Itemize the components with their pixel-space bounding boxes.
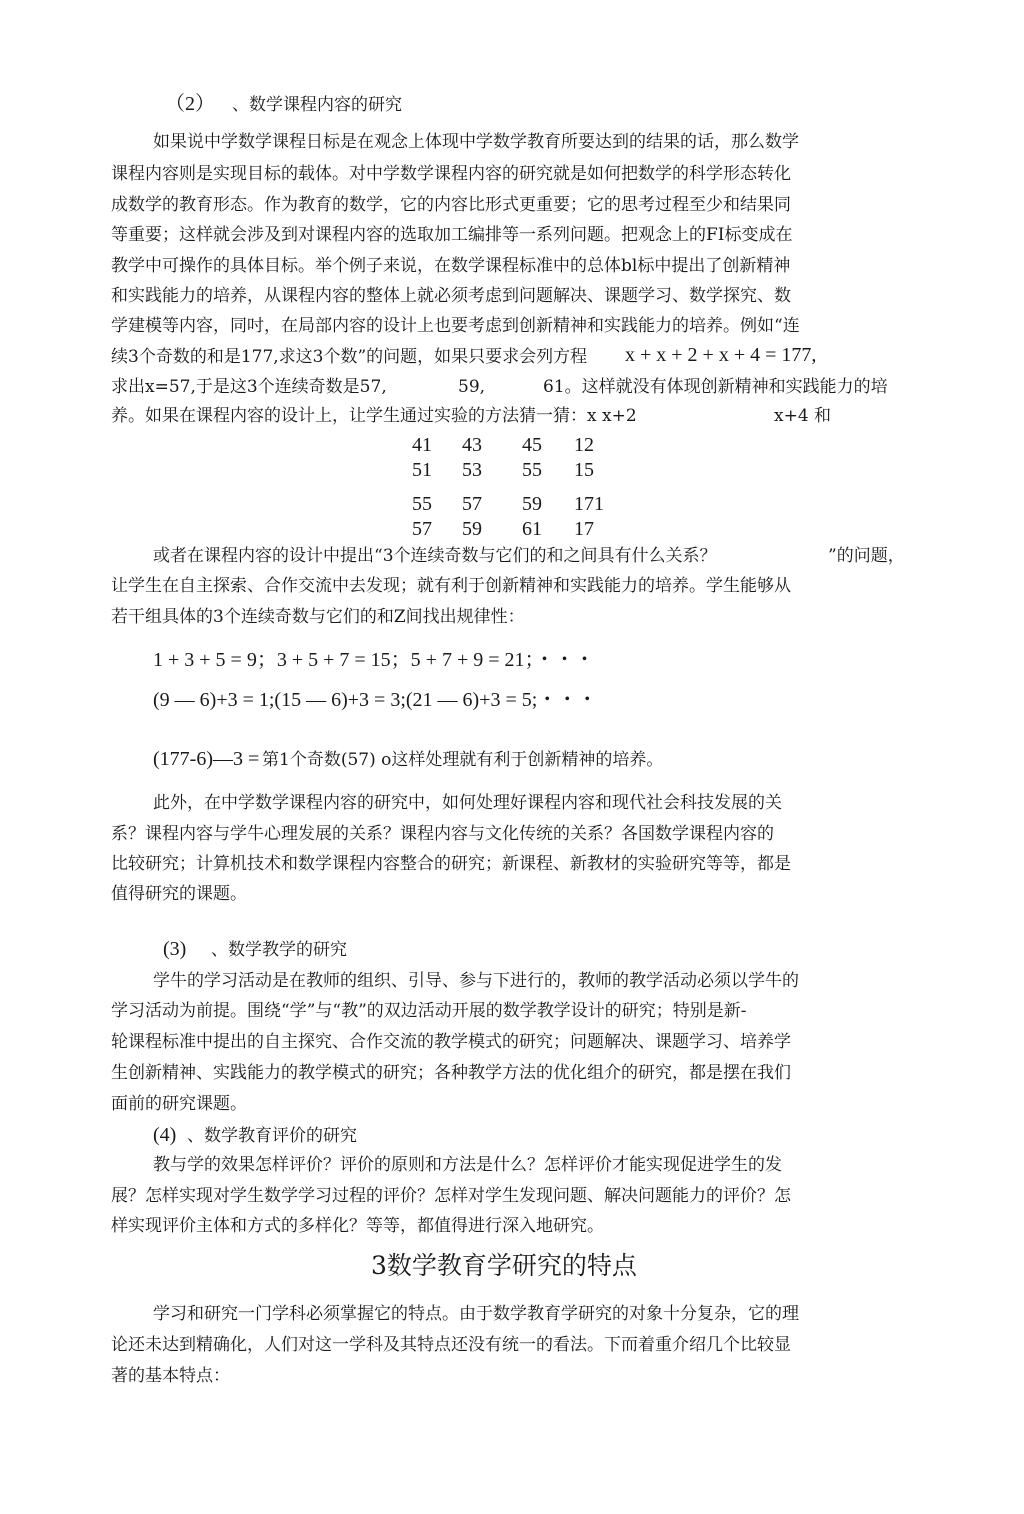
section-4-number: (4) [153,1124,177,1146]
table-row [412,433,624,458]
table-cell: 53 [462,459,482,481]
paragraph-line-part: ”的问题， [828,546,905,566]
section-4-heading: 、数学教育评价的研究 [187,1126,357,1146]
table-cell: 55 [412,493,432,515]
paragraph-line: 轮课程标准中提出的自主探究、合作交流的教学模式的研究；问题解决、课题学习、培养学 [111,1032,791,1052]
paragraph-line: 值得研究的课题。 [111,884,247,904]
paragraph-line: 样实现评价主体和方式的多样化？等等，都值得进行深入地研究。 [111,1216,604,1236]
equation-line: (9 — 6)+3 = 1;(15 — 6)+3 = 3;(21 — 6)+3 = 5;・・・ [153,689,598,711]
paragraph-line: 比较研究；计算机技术和数学课程内容整合的研究；新课程、新教材的实验研究等等，都是 [111,854,791,874]
table-cell: 41 [412,434,432,456]
paragraph-line: 成数学的教育形态。作为教育的数学，它的内容比形式更重要；它的思考过程至少和结果同 [111,195,791,215]
paragraph-line: 或者在课程内容的设计中提出“3个连续奇数与它们的和之间具有什么关系？ [153,546,717,566]
paragraph-line: 课程内容则是实现目标的载体。对中学数学课程内容的研究就是如何把数学的科学形态转化 [111,164,791,184]
equation-line: (177-6)—3 = [153,748,260,770]
odd-number-table [412,433,624,542]
equation-line-text: 第1个奇数(57) o这样处理就有利于创新精神的培养。 [262,750,664,770]
paragraph-line: 面前的研究课题。 [111,1094,247,1114]
equation-inline: x + x + 2 + x + 4 = 177, [625,344,817,366]
paragraph-line: 系？课程内容与学牛心理发展的关系？课程内容与文化传统的关系？各国数学课程内容的 [111,824,774,844]
paragraph-line: 学建模等内容，同吋，在局部内容的设计上也要考虑到创新精神和实践能力的培养。例如“连 [111,316,800,336]
table-cell: 59 [462,518,482,540]
paragraph-line: 生创新精神、实践能力的教学模式的研究；各种教学方法的优化组介的研究，都是摆在我们 [111,1063,791,1083]
paragraph-line: 养。如果在课程内容的设计上，让学生通过实验的方法猜一猜：x x+2 [111,406,637,426]
table-cell: 15 [574,459,594,481]
paragraph-line: 著的基本特点： [111,1366,230,1386]
paragraph-line: 续3个奇数的和是177,求这3个数”的问题，如果只要求会列方程 [111,347,588,367]
table-row [412,458,624,483]
paragraph-line: 如果说中学数学课程日标是在观念上体现中学数学教育所要达到的结果的话，那么数学 [153,132,799,152]
table-cell: 12 [574,434,594,456]
table-row [412,517,624,542]
table-cell: 171 [574,493,604,515]
section-3-number: (3) [163,938,187,960]
paragraph-line: 教学中可操作的具体目标。举个例子来说，在数学课程标准中的总体bl标中提出了创新精神 [111,256,791,276]
paragraph-line-part: x+4 和 [774,406,832,426]
chapter-section-title: 3数学教育学研究的特点 [371,1251,637,1280]
paragraph-line: 展？怎样实现对学生数学学习过程的评价？怎样对学生发现问题、解决问题能力的评价？怎 [111,1186,791,1206]
table-cell: 55 [522,459,542,481]
table-cell: 57 [412,518,432,540]
table-cell: 17 [574,518,594,540]
paragraph-line: 学习和研究一门学科必须掌握它的特点。由于数学教育学研究的对象十分复杂，它的理 [153,1304,799,1324]
paragraph-line: 论还未达到精确化，人们对这一学科及其特点还没有统一的看法。下而着重介绍几个比较显 [111,1335,791,1355]
paragraph-line-part: 61。这样就没有体现创新精神和实践能力的培 [543,377,888,397]
paragraph-line-part: 59, [458,377,486,397]
section-2-number: （2） [165,93,215,115]
paragraph-line: 学习活动为前提。围绕“学”与“教”的双边活动开展的数学教学设计的研究；特别是新- [111,1001,747,1021]
table-cell: 43 [462,434,482,456]
paragraph-line: 让学生在自主探索、合作交流中去发现；就有利于创新精神和实践能力的培养。学生能够从 [111,576,791,596]
table-cell: 45 [522,434,542,456]
paragraph-line: 学牛的学习活动是在教师的组织、引导、参与下进行的，教师的教学活动必须以学牛的 [153,971,799,991]
table-cell: 57 [462,493,482,515]
table-cell: 61 [522,518,542,540]
paragraph-line: 等重要；这样就会涉及到对课程内容的选取加工编排等一系列问题。把观念上的FI标变成在 [111,225,793,245]
table-cell: 51 [412,459,432,481]
paragraph-line: 此外，在中学数学课程内容的研究中，如何处理好课程内容和现代社会科技发展的关 [153,793,782,813]
paragraph-line: 教与学的效果怎样评价？评价的原则和方法是什么？怎样评价才能实现促进学生的发 [153,1155,782,1175]
table-row [412,492,624,517]
paragraph-line: 和实践能力的培养，从课程内容的整体上就必须考虑到问题解决、课题学习、数学探究、数 [111,286,791,306]
paragraph-line: 求出x=57,于是这3个连续奇数是57, [111,377,387,397]
equation-line: 1 + 3 + 5 = 9；3 + 5 + 7 = 15；5 + 7 + 9 = 21；・・・ [153,649,595,671]
table-cell: 59 [522,493,542,515]
section-2-heading: 、数学课程内容的研究 [232,95,402,115]
section-3-heading: 、数学教学的研究 [211,940,347,960]
paragraph-line: 若干组具体的3个连续奇数与它们的和Z间找出规律性： [111,607,525,627]
